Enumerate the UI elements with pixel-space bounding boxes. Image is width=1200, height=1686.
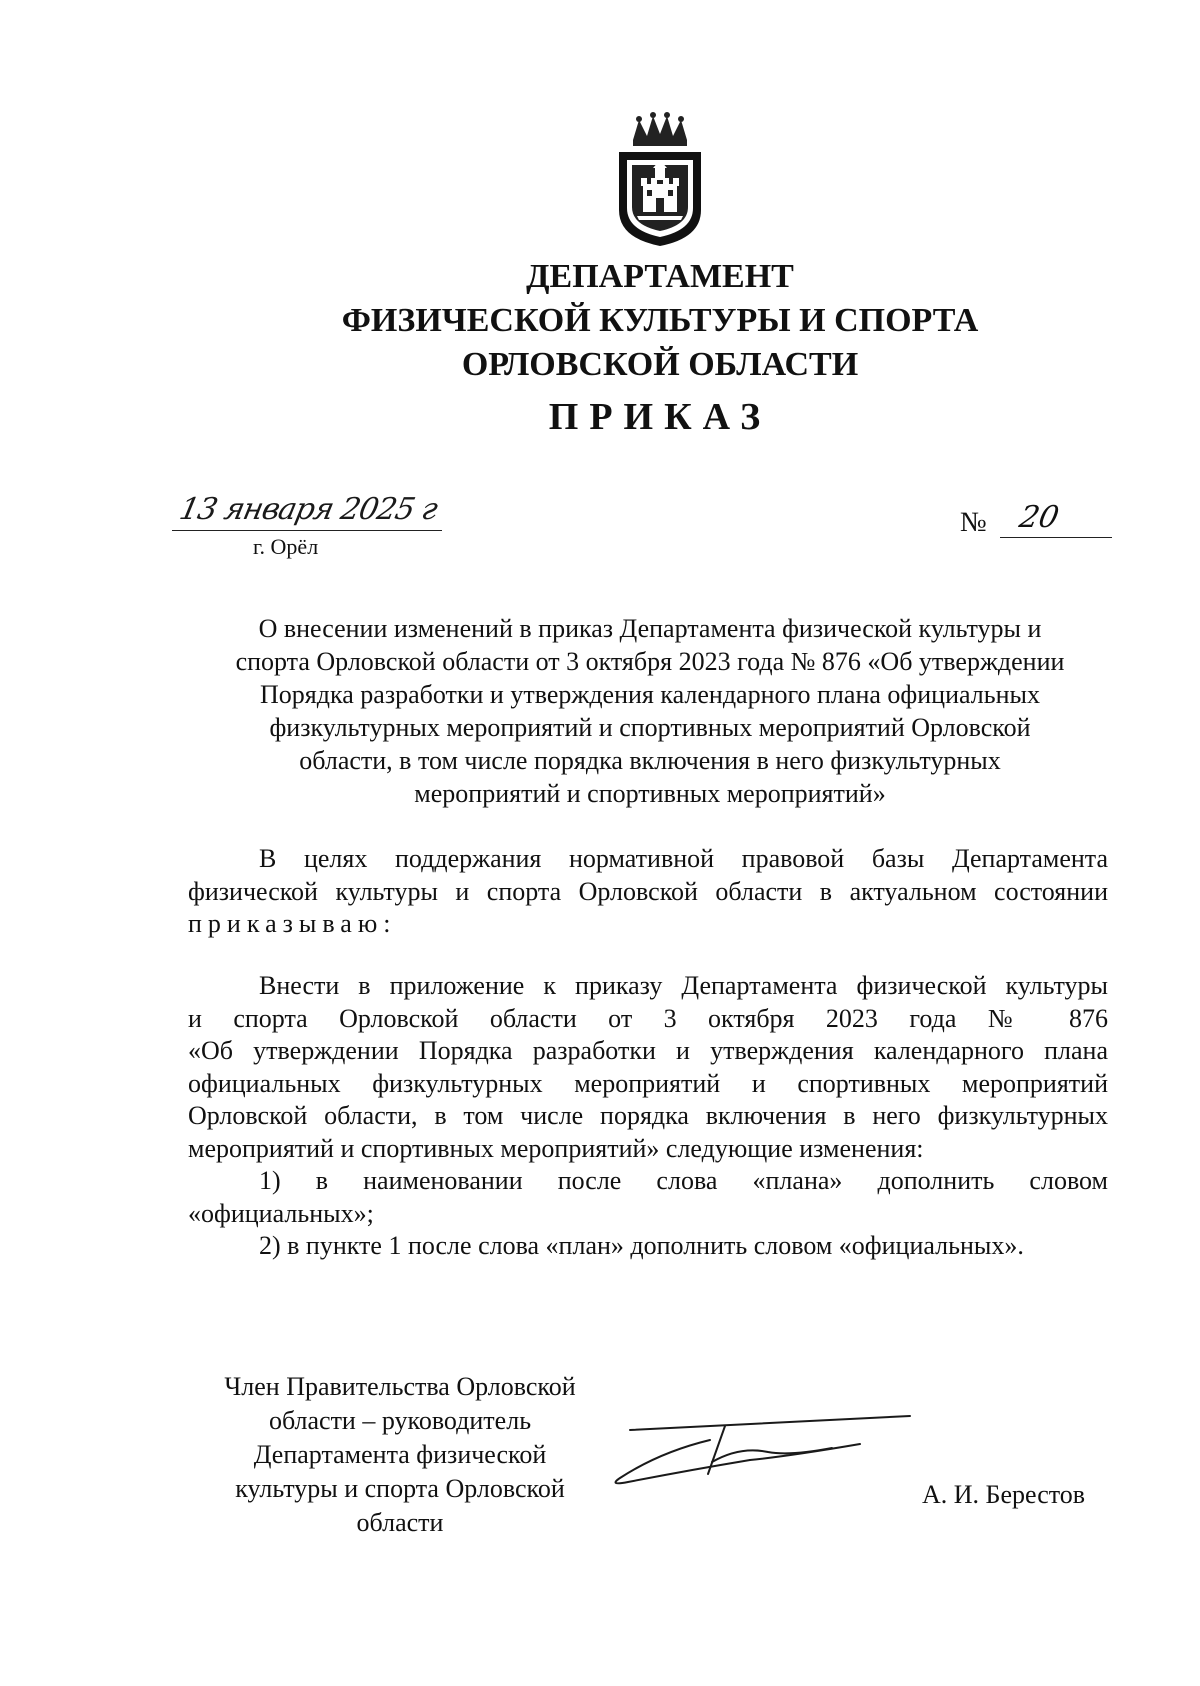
number-underline bbox=[1000, 537, 1112, 538]
body-line: и спорта Орловской области от 3 октября 2023 года № 876 bbox=[188, 1003, 1108, 1033]
body-line: «Об утверждении Порядка разработки и утверждения календарного плана bbox=[188, 1036, 1108, 1065]
body-line: официальных физкультурных мероприятий и спортивных мероприятий bbox=[188, 1068, 1108, 1098]
handwritten-signature bbox=[600, 1390, 920, 1500]
list-item-1: 1) в наименовании после слова «плана» дополнить словом bbox=[259, 1166, 1108, 1195]
handwritten-date: 13 января 2025 г bbox=[176, 492, 441, 527]
title-line: О внесении изменений в приказ Департамента физической культуры и bbox=[258, 614, 1042, 643]
orel-oblast-coat-of-arms-icon bbox=[605, 110, 715, 250]
order-title bbox=[175, 612, 1125, 810]
list-item-2: 2) в пункте 1 после слова «план» дополнить словом «официальных». bbox=[259, 1231, 1024, 1260]
body-line: приказываю: bbox=[188, 909, 397, 938]
list-item-1-cont: «официальных»; bbox=[188, 1198, 374, 1228]
operative-paragraph bbox=[188, 970, 1108, 1263]
handwritten-number: 20 bbox=[1016, 500, 1062, 535]
body-line: Внести в приложение к приказу Департамента физической культуры bbox=[259, 971, 1108, 1000]
body-line: Орловской области, в том числе порядка включения в него физкультурных bbox=[188, 1101, 1108, 1130]
signer-position bbox=[200, 1370, 600, 1540]
title-line: спорта Орловской области от 3 октября 2023 года № 876 «Об утверждении bbox=[235, 647, 1065, 676]
preamble-paragraph bbox=[188, 843, 1108, 941]
org-name-line-2: ФИЗИЧЕСКОЙ КУЛЬТУРЫ И СПОРТА bbox=[341, 302, 979, 339]
body-line: В целях поддержания нормативной правовой базы Департамента bbox=[259, 844, 1108, 873]
number-sign: № bbox=[960, 507, 987, 538]
body-line: физической культуры и спорта Орловской области в актуальном состоянии bbox=[188, 876, 1108, 906]
body-line: мероприятий и спортивных мероприятий» следующие изменения: bbox=[188, 1133, 924, 1163]
signer-position-line: области – руководитель bbox=[268, 1406, 532, 1435]
signer-position-line: Департамента физической bbox=[253, 1440, 547, 1469]
city-label: г. Орёл bbox=[253, 534, 319, 559]
title-line: области, в том числе порядка включения в него физкультурных bbox=[299, 746, 1001, 775]
org-name-line-1: ДЕПАРТАМЕНТ bbox=[526, 258, 794, 295]
title-line: Порядка разработки и утверждения календарного плана официальных bbox=[260, 680, 1040, 709]
title-line: мероприятий и спортивных мероприятий» bbox=[414, 779, 886, 808]
org-name-line-3: ОРЛОВСКОЙ ОБЛАСТИ bbox=[461, 346, 859, 383]
document-type: ПРИКАЗ bbox=[548, 396, 772, 438]
signer-position-line: Член Правительства Орловской bbox=[224, 1372, 576, 1401]
signer-name: А. И. Берестов bbox=[922, 1480, 1086, 1509]
date-underline bbox=[172, 530, 442, 531]
title-line: физкультурных мероприятий и спортивных мероприятий Орловской bbox=[269, 713, 1031, 742]
signer-position-line: культуры и спорта Орловской bbox=[235, 1474, 565, 1503]
organization-header bbox=[0, 255, 1200, 387]
signer-position-line: области bbox=[356, 1508, 444, 1537]
